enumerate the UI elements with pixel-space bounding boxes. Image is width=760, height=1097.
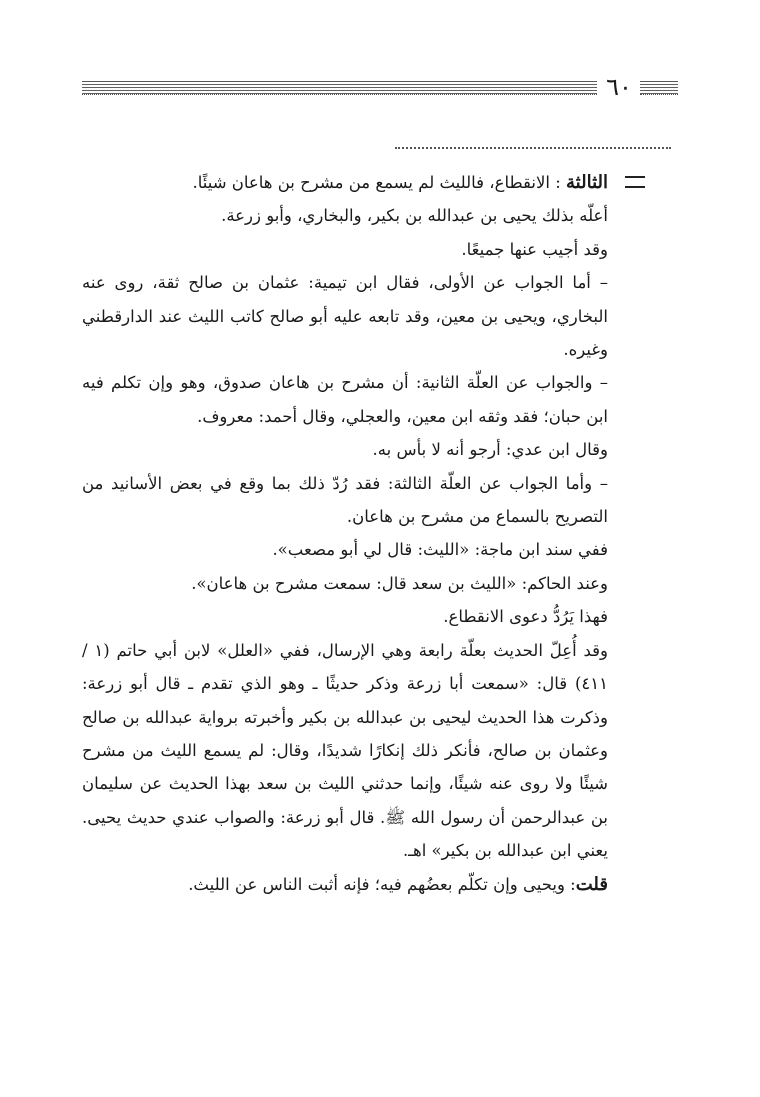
paragraph-third-defect	[82, 166, 608, 199]
paragraph: ففي سند ابن ماجة: «الليث: قال لي أبو مصعب».	[272, 540, 608, 560]
header-rule-right	[640, 81, 678, 95]
section-dotted-rule	[395, 147, 671, 149]
paragraph: وعند الحاكم: «الليث بن سعد قال: سمعت مشرح بن هاعان».	[191, 573, 608, 593]
paragraph: فهذا يَرُدُّ دعوى الانقطاع.	[443, 607, 608, 627]
paragraph: – أما الجواب عن الأولى، فقال ابن تيمية: عثمان بن صالح ثقة، روى عنه البخاري، ويحيى بن معين، وقد تابعه عليه أبو صالح كاتب الليث عند الدارقطني وغيره.	[82, 273, 608, 360]
conclusion-label: قلت	[575, 873, 608, 895]
paragraph: أعلّه بذلك يحيى بن عبدالله بن بكير، والبخاري، وأبو زرعة.	[221, 206, 608, 226]
paragraph: وقال ابن عدي: أرجو أنه لا بأس به.	[372, 440, 608, 460]
page-number: ٦٠	[606, 73, 632, 101]
paragraph-conclusion	[82, 868, 608, 901]
third-text: : الانقطاع، فالليث لم يسمع من مشرح بن هاعان شيئًا.	[192, 173, 567, 192]
section-marker-icon	[625, 176, 645, 188]
header-rule-left	[82, 81, 597, 95]
page-body	[82, 166, 608, 901]
conclusion-text: : ويحيى وإن تكلّم بعضُهم فيه؛ فإنه أثبت الناس عن الليث.	[188, 874, 576, 894]
third-label: الثالثة	[566, 172, 608, 193]
paragraph: – والجواب عن العلّة الثانية: أن مشرح بن هاعان صدوق، وهو وإن تكلم فيه ابن حبان؛ فقد وثقه ابن معين، والعجلي، وقال أحمد: معروف.	[82, 373, 608, 426]
paragraph: وقد أُعِلّ الحديث بعلّة رابعة وهي الإرسال، ففي «العلل» لابن أبي حاتم (١ / ٤١١) قال: «سمعت أبا زرعة وذكر حديثًا ـ وهو الذي تقدم ـ قال أبو زرعة: وذكرت هذا الحديث ليحيى بن عبدالله بن بكير وأخبرته برواية عبدالله بن صالح وعثمان بن صالح، فأنكر ذلك إنكارًا شديدًا، وقال: لم يسمع الليث من مشرح شيئًا ولا روى عنه شيئًا، وإنما حدثني الليث بن سعد بهذا الحديث عن سليمان بن عبدالرحمن أن رسول الله ﷺ. قال أبو زرعة: والصواب عندي حديث يحيى. يعني ابن عبدالله بن بكير» اهـ.	[82, 640, 608, 861]
paragraph: وقد أجيب عنها جميعًا.	[461, 239, 608, 259]
paragraph: – وأما الجواب عن العلّة الثالثة: فقد رُدّ ذلك بما وقع في بعض الأسانيد من التصريح بالسماع من مشرح بن هاعان.	[82, 473, 608, 527]
